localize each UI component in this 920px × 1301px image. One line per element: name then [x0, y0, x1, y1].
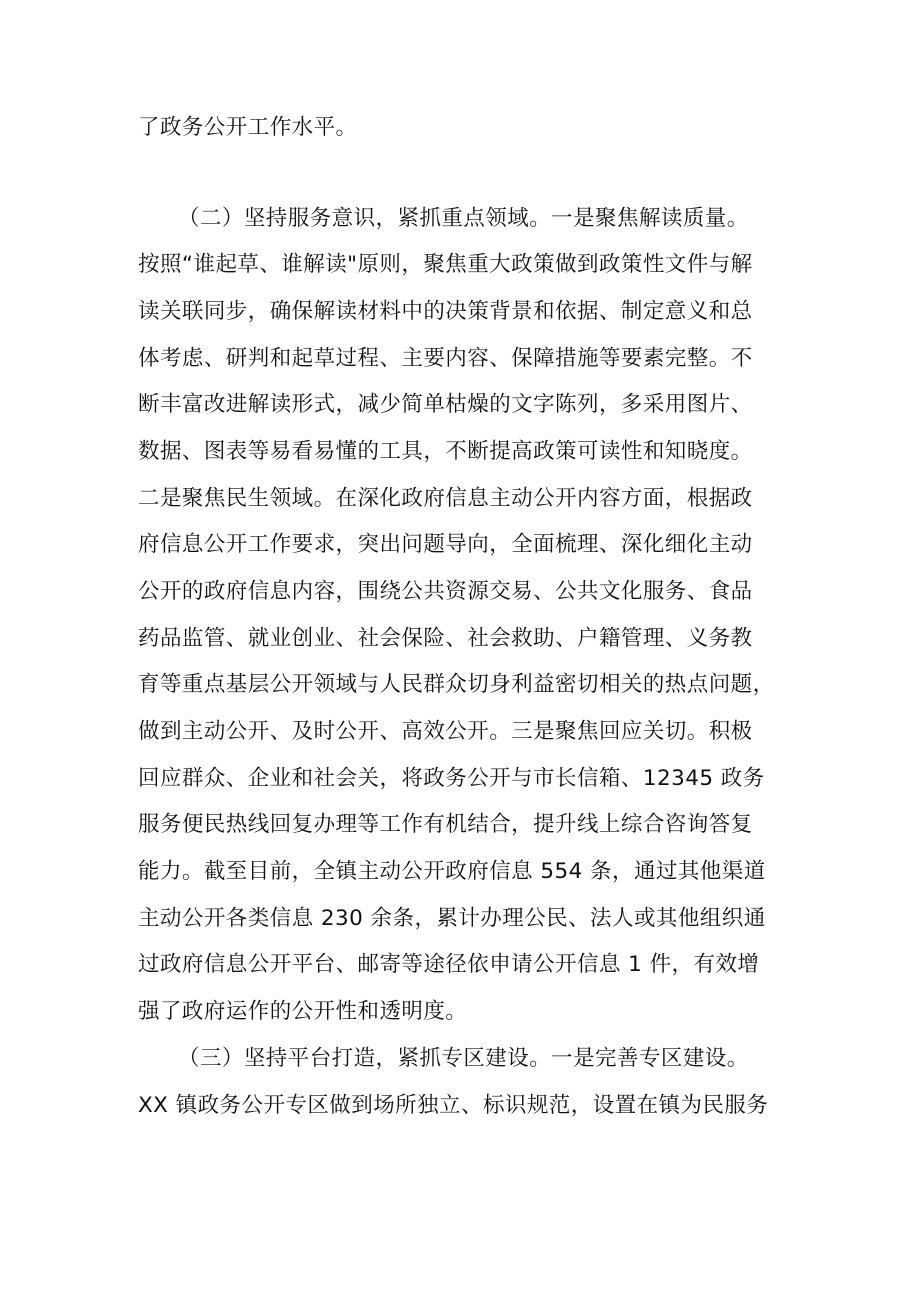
- paragraph-line: 断丰富改进解读形式，减少简单枯燥的文字陈列，多采用图片、: [138, 392, 753, 417]
- paragraph-line: （二）坚持服务意识，紧抓重点领域。一是聚焦解读质量。: [178, 206, 749, 231]
- paragraph-line: 读关联同步，确保解读材料中的决策背景和依据、制定意义和总: [138, 299, 753, 324]
- paragraph-line: 能力。截至目前，全镇主动公开政府信息 554 条，通过其他渠道: [138, 859, 766, 884]
- paragraph-line: 了政务公开工作水平。: [138, 115, 358, 140]
- paragraph-line: 体考虑、研判和起草过程、主要内容、保障措施等要素完整。不: [138, 346, 753, 371]
- paragraph-line: （三）坚持平台打造，紧抓专区建设。一是完善专区建设。: [178, 1046, 749, 1071]
- paragraph-line: 公开的政府信息内容，围绕公共资源交易、公共文化服务、食品: [138, 579, 753, 604]
- paragraph-line: 二是聚焦民生领域。在深化政府信息主动公开内容方面，根据政: [138, 486, 753, 511]
- paragraph-line: 主动公开各类信息 230 余条，累计办理公民、法人或其他组织通: [138, 906, 766, 931]
- paragraph-line: 育等重点基层公开领域与人民群众切身利益密切相关的热点问题，: [138, 672, 775, 697]
- paragraph-line: 服务便民热线回复办理等工作有机结合，提升线上综合咨询答复: [138, 812, 753, 837]
- paragraph-line: 做到主动公开、及时公开、高效公开。三是聚焦回应关切。积极: [138, 719, 753, 744]
- paragraph-line: 过政府信息公开平台、邮寄等途径依申请公开信息 1 件，有效增: [138, 952, 760, 977]
- paragraph-line: 药品监管、就业创业、社会保险、社会救助、户籍管理、义务教: [138, 626, 753, 651]
- paragraph-line: 回应群众、企业和社会关，将政务公开与市长信箱、12345 政务: [138, 766, 765, 791]
- paragraph-line: 强了政府运作的公开性和透明度。: [138, 999, 468, 1024]
- paragraph-line: 按照“谁起草、谁解读"原则，聚焦重大政策做到政策性文件与解: [138, 252, 753, 277]
- paragraph-line: 府信息公开工作要求，突出问题导向，全面梳理、深化细化主动: [138, 532, 753, 557]
- paragraph-line: 数据、图表等易看易懂的工具，不断提高政策可读性和知晓度。: [138, 439, 753, 464]
- paragraph-line: XX 镇政务公开专区做到场所独立、标识规范，设置在镇为民服务: [138, 1093, 769, 1118]
